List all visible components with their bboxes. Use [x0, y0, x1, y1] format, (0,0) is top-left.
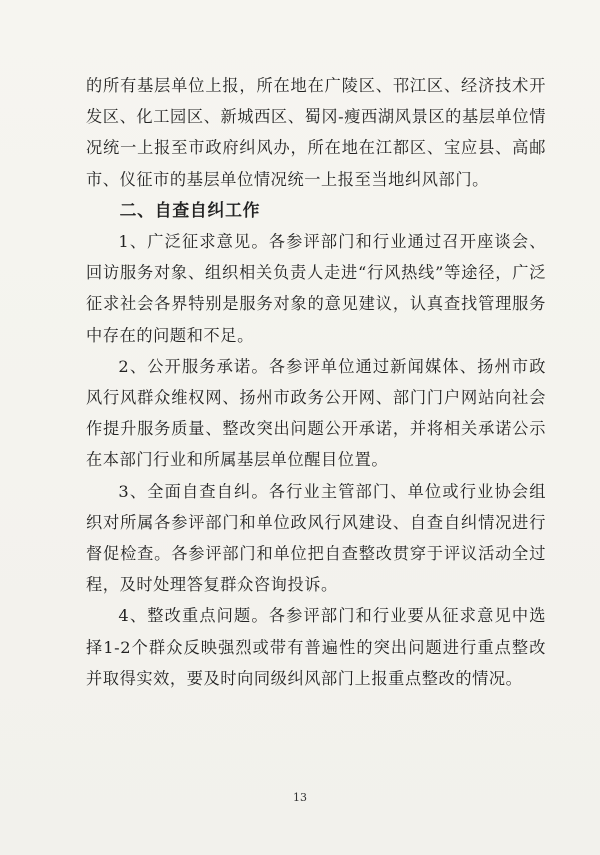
- document-body: [86, 70, 546, 694]
- item-1-paragraph: 1、广泛征求意见。各参评部门和行业通过召开座谈会、回访服务对象、组织相关负责人走进“行风热线”等途径，广泛征求社会各界特别是服务对象的意见建议，认真查找管理服务中存在的问题和不足。: [86, 232, 546, 345]
- section-heading: 二、自查自纠工作: [119, 199, 261, 220]
- page-number: 13: [293, 791, 307, 804]
- item-2-paragraph: 2、公开服务承诺。各参评单位通过新闻媒体、扬州市政风行风群众维权网、扬州市政务公开网、部门门户网站向社会作提升服务质量、整改突出问题公开承诺，并将相关承诺公示在本部门行业和所属基层单位醒目位置。: [86, 356, 546, 470]
- item-4-paragraph: 4、整改重点问题。各参评部门和行业要从征求意见中选择1-2个群众反映强烈或带有普遍性的突出问题进行重点整改并取得实效，要及时向同级纠风部门上报重点整改的情况。: [86, 606, 546, 688]
- continuation-paragraph: 的所有基层单位上报，所在地在广陵区、邗江区、经济技术开发区、化工园区、新城西区、蜀冈-瘦西湖风景区的基层单位情况统一上报至市政府纠风办，所在地在江都区、宝应县、高邮市、仪征市的基层单位情况统一上报至当地纠风部门。: [86, 76, 546, 189]
- item-3-paragraph: 3、全面自查自纠。各行业主管部门、单位或行业协会组织对所属各参评部门和单位政风行风建设、自查自纠情况进行督促检查。各参评部门和单位把自查整改贯穿于评议活动全过程，及时处理答复群众咨询投诉。: [86, 481, 546, 595]
